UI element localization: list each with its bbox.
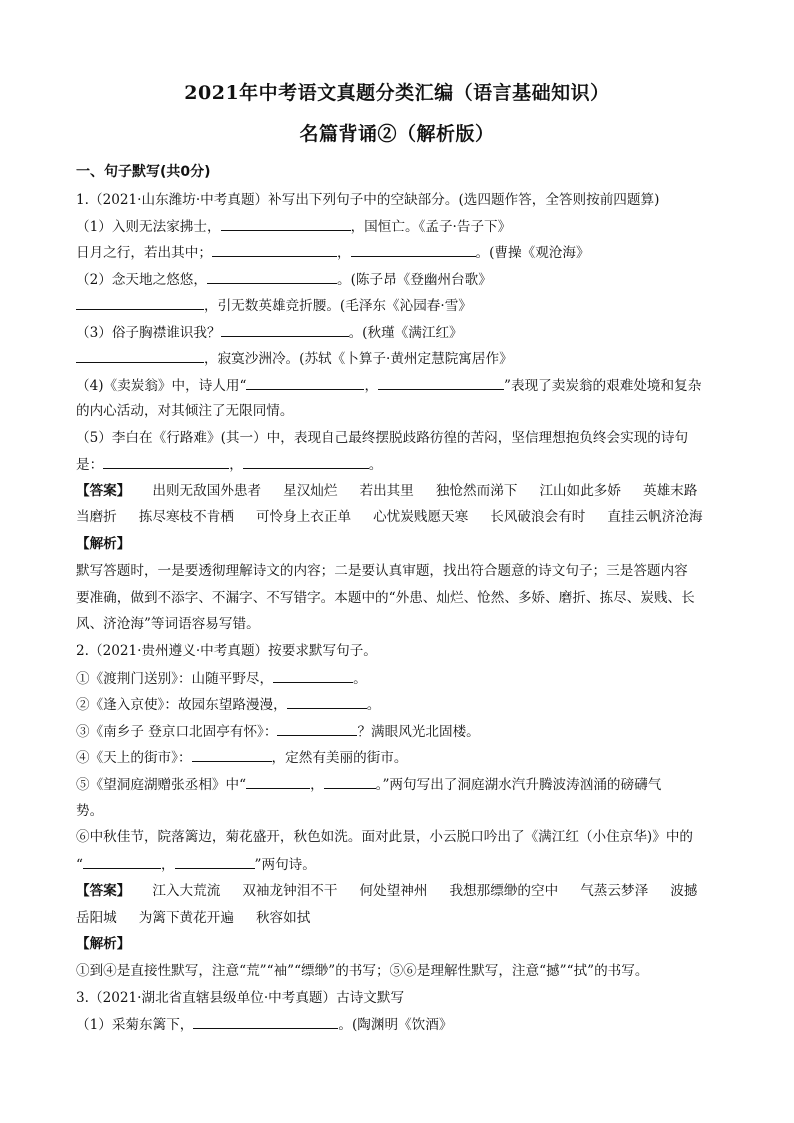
question-3-stem: 3.（2021·湖北省直辖县级单位·中考真题）古诗文默写 (76, 990, 405, 1006)
q2-item-6: ⑥中秋佳节，院落篱边，菊花盛开，秋色如洗。面对此景，小云脱口吟出了《满江红（小住京华)》中的 (76, 829, 694, 845)
answer-blank (221, 323, 349, 337)
answer-text: 岳阳城 (76, 910, 117, 926)
q1-item-2b: ，引无数英雄竞折腰。(毛泽东《沁园春·雪》 (76, 296, 472, 315)
answer-blank (175, 855, 255, 869)
answer-blank (83, 855, 161, 869)
answer-text: 英雄末路 (643, 483, 698, 499)
q2-item-2: ②《逢入京使》：故园东望路漫漫， 。 (76, 697, 381, 713)
analysis-label: 【解析】 (76, 936, 131, 952)
answer-blank (103, 455, 229, 469)
q2-item-1: ①《渡荆门送别》：山随平野尽， 。 (76, 671, 367, 687)
answer-text: 星汉灿烂 (283, 483, 338, 499)
answer-blank (246, 775, 310, 789)
answer-text: 波撼 (670, 883, 698, 899)
question-2-stem: 2.（2021·贵州遵义·中考真题）按要求默写句子。 (76, 643, 377, 659)
q2-item-3: ③《南乡子 登京口北固亭有怀》： ？满眼风光北固楼。 (76, 724, 480, 740)
answer-blank (287, 695, 367, 709)
analysis-text: ①到④是直接性默写，注意“荒”“袖”“缥缈”的书写；⑤⑥是理解性默写，注意“撼”“拭”的书写。 (76, 963, 649, 979)
answer-blank (246, 376, 364, 390)
answer-blank (76, 296, 204, 310)
answer-blank (243, 455, 369, 469)
q2-answer-line-2 (76, 909, 310, 927)
answer-blank (324, 775, 376, 789)
q1-answer-line-2 (76, 508, 703, 526)
q2-item-5: ⑤《望洞庭湖赠张丞相》中“ ， 。”两句写出了洞庭湖水汽升腾波涛汹涌的磅礴气 (76, 777, 662, 793)
answer-blank (192, 748, 272, 762)
answer-blank (76, 349, 204, 363)
answer-text: 江入大荒流 (152, 883, 221, 899)
q1-item-5-blanks: 是： ， 。 (76, 457, 383, 473)
q1-item-4: （4)《卖炭翁》中，诗人用“ ， ”表现了卖炭翁的艰难处境和复杂 (76, 378, 702, 394)
q2-item-4: ④《天上的街市》： ，定然有美丽的街市。 (76, 750, 408, 766)
answer-text: 直挂云帆济沧海 (607, 509, 703, 525)
q1-item-1a: （1）入则无法家拂士， ，国恒亡。《孟子·告子下》 (76, 219, 512, 235)
q1-item-4-cont: 的内心活动，对其倾注了无限同情。 (76, 403, 294, 419)
answer-text: 长风破浪会有时 (490, 509, 586, 525)
answer-text: 秋容如拭 (255, 910, 311, 926)
answer-text: 若出其里 (359, 483, 414, 499)
analysis-label: 【解析】 (76, 536, 131, 552)
answer-blank (212, 243, 337, 257)
answer-text: 当磨折 (76, 509, 117, 525)
q1-item-3a: （3）俗子胸襟谁识我？ 。(秋瑾《满江红》 (76, 325, 463, 341)
answer-text: 何处望神州 (359, 883, 428, 899)
answer-text: 拣尽寒枝不肯栖 (138, 509, 234, 525)
answer-blank (378, 376, 504, 390)
q2-item-5-cont: 势。 (76, 803, 104, 819)
q2-answer-line-1 (76, 882, 697, 900)
q1-item-3b: ，寂寞沙洲冷。(苏轼《卜算子·黄州定慧院寓居作》 (76, 349, 513, 368)
answer-text: 出则无敌国外患者 (152, 483, 262, 499)
answer-text: 我想那缥缈的空中 (449, 883, 559, 899)
q1-item-5: （5）李白在《行路难》(其一）中，表现自己最终摆脱歧路彷徨的苦闷，坚信理想抱负终会实现的诗句 (76, 430, 689, 446)
answer-text: 气蒸云梦泽 (580, 883, 649, 899)
answer-blank (207, 270, 337, 284)
analysis-text: 风、济沧海”等词语容易写错。 (76, 616, 260, 632)
analysis-text: 默写答题时，一是要透彻理解诗文的内容；二是要认真审题，找出符合题意的诗文句子；三是答题内容 (76, 563, 688, 579)
question-1-stem: 1.（2021·山东潍坊·中考真题）补写出下列句子中的空缺部分。(选四题作答，全答则按前四题算) (76, 192, 660, 208)
document-subtitle: 名篇背诵②（解析版） (299, 123, 495, 145)
q1-item-1b: 日月之行，若出其中； ， 。(曹操《观沧海》 (76, 245, 590, 261)
analysis-text: 要准确，做到不添字、不漏字、不写错字。本题中的“外患、灿烂、怆然、多娇、磨折、拣尽、炭贱、长 (76, 590, 695, 606)
answer-blank (193, 1015, 338, 1029)
answer-label: 【答案】 (76, 883, 131, 899)
q1-item-2a: （2）念天地之悠悠， 。(陈子昂《登幽州台歌》 (76, 272, 492, 288)
document-title: 2021年中考语文真题分类汇编（语言基础知识） (184, 82, 610, 104)
answer-text: 心忧炭贱愿天寒 (373, 509, 469, 525)
answer-label: 【答案】 (76, 483, 131, 499)
answer-text: 双袖龙钟泪不干 (242, 883, 338, 899)
answer-blank (273, 669, 353, 683)
section-heading: 一、句子默写(共0分) (76, 164, 211, 180)
answer-text: 可怜身上衣正单 (255, 509, 352, 525)
q2-item-6-blanks: “ ， ”两句诗。 (76, 857, 316, 873)
answer-blank (277, 722, 357, 736)
answer-text: 为篱下黄花开遍 (138, 910, 234, 926)
answer-blank (221, 217, 351, 231)
q3-item-1: （1）采菊东篱下， 。(陶渊明《饮酒》 (76, 1017, 453, 1033)
answer-blank (351, 243, 476, 257)
answer-text: 江山如此多娇 (539, 483, 621, 499)
answer-text: 独怆然而涕下 (435, 483, 518, 499)
q1-answer-line-1 (76, 482, 697, 500)
